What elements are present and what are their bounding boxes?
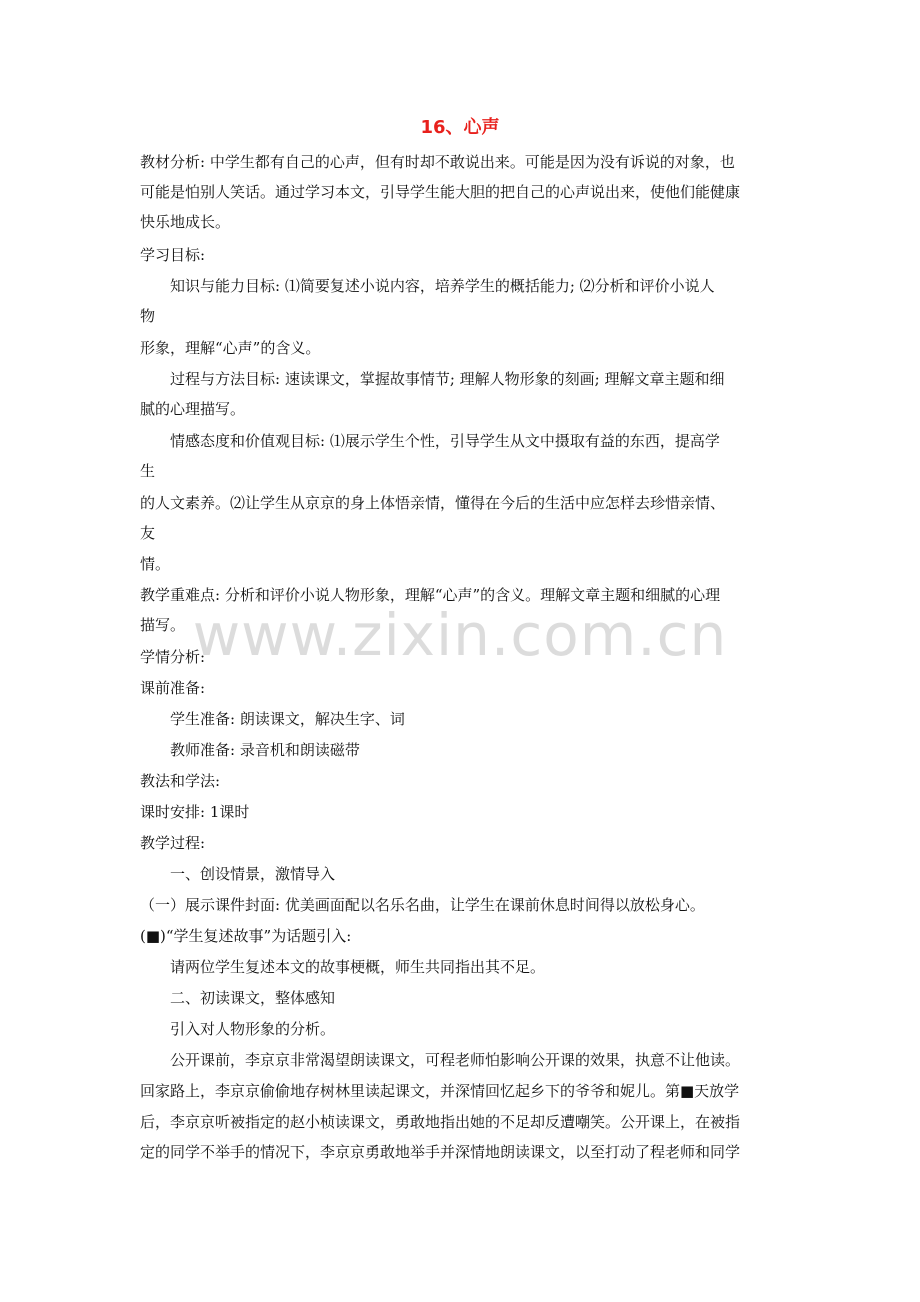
- text-line: 回家路上，李京京偷偷地存树林里读起课文，并深情回忆起乡下的爷爷和妮儿。第■天放学: [140, 1082, 740, 1100]
- section-heading: 课前准备:: [140, 679, 206, 697]
- text-line: 教材分析: 中学生都有自己的心声，但有时却不敢说出来。可能是因为没有诉说的对象，也: [140, 153, 735, 171]
- text-line: 的人文素养。⑵让学生从京京的身上体悟亲情，懂得在今后的生活中应怎样去珍惜亲情、: [140, 494, 726, 512]
- text-line: 二、初读课文，整体感知: [140, 989, 336, 1007]
- text-line: 形象，理解“心声”的含义。: [140, 339, 321, 357]
- section-heading: 学情分析:: [140, 648, 206, 666]
- text-line: (■)“学生复述故事”为话题引入:: [140, 927, 352, 945]
- section-heading: 教学过程:: [140, 834, 206, 852]
- text-line: 情感态度和价值观目标: ⑴展示学生个性，引导学生从文中摄取有益的东西，提高学: [140, 432, 720, 450]
- text-line: 引入对人物形象的分析。: [140, 1020, 336, 1038]
- text-line: 教师准备: 录音机和朗读磁带: [140, 741, 360, 759]
- text-line: 后，李京京听被指定的赵小桢读课文，勇敢地指出她的不足却反遭嘲笑。公开课上，在被指: [140, 1113, 741, 1131]
- text-line: 生: [140, 462, 156, 480]
- text-line: 情。: [140, 555, 171, 573]
- section-heading: 教法和学法:: [140, 772, 221, 790]
- section-heading: 学习目标:: [140, 246, 206, 264]
- text-line: 公开课前，李京京非常渴望朗读课文，可程老师怕影响公开课的效果，执意不让他读。: [140, 1051, 741, 1069]
- text-line: 一、创设情景，激情导入: [140, 865, 336, 883]
- text-line: 定的同学不举手的情况下，李京京勇敢地举手并深情地朗读课文，以至打动了程老师和同学: [140, 1143, 741, 1161]
- text-line: （一）展示课件封面: 优美画面配以名乐名曲，让学生在课前休息时间得以放松身心。: [140, 896, 705, 914]
- text-line: 请两位学生复述本文的故事梗概，师生共同指出其不足。: [140, 958, 546, 976]
- text-line: 知识与能力目标: ⑴简要复述小说内容，培养学生的概括能力; ⑵分析和评价小说人: [140, 277, 715, 295]
- section-heading: 教学重难点: 分析和评价小说人物形象，理解“心声”的含义。理解文章主题和细腻的心理: [140, 586, 721, 604]
- text-line: 腻的心理描写。: [140, 400, 246, 418]
- text-line: 物: [140, 307, 156, 325]
- text-line: 友: [140, 524, 156, 542]
- section-heading: 课时安排: 1课时: [140, 803, 250, 821]
- watermark: www.zixin.com.cn: [192, 601, 728, 669]
- text-line: 可能是怕别人笑话。通过学习本文，引导学生能大胆的把自己的心声说出来，使他们能健康: [140, 183, 741, 201]
- document-title: 16、心声: [420, 117, 500, 138]
- text-line: 学生准备: 朗读课文，解决生字、词: [140, 710, 405, 728]
- text-line: 快乐地成长。: [140, 213, 231, 231]
- text-line: 过程与方法目标: 速读课文，掌握故事情节; 理解人物形象的刻画; 理解文章主题和细: [140, 370, 725, 388]
- text-line: 描写。: [140, 616, 186, 634]
